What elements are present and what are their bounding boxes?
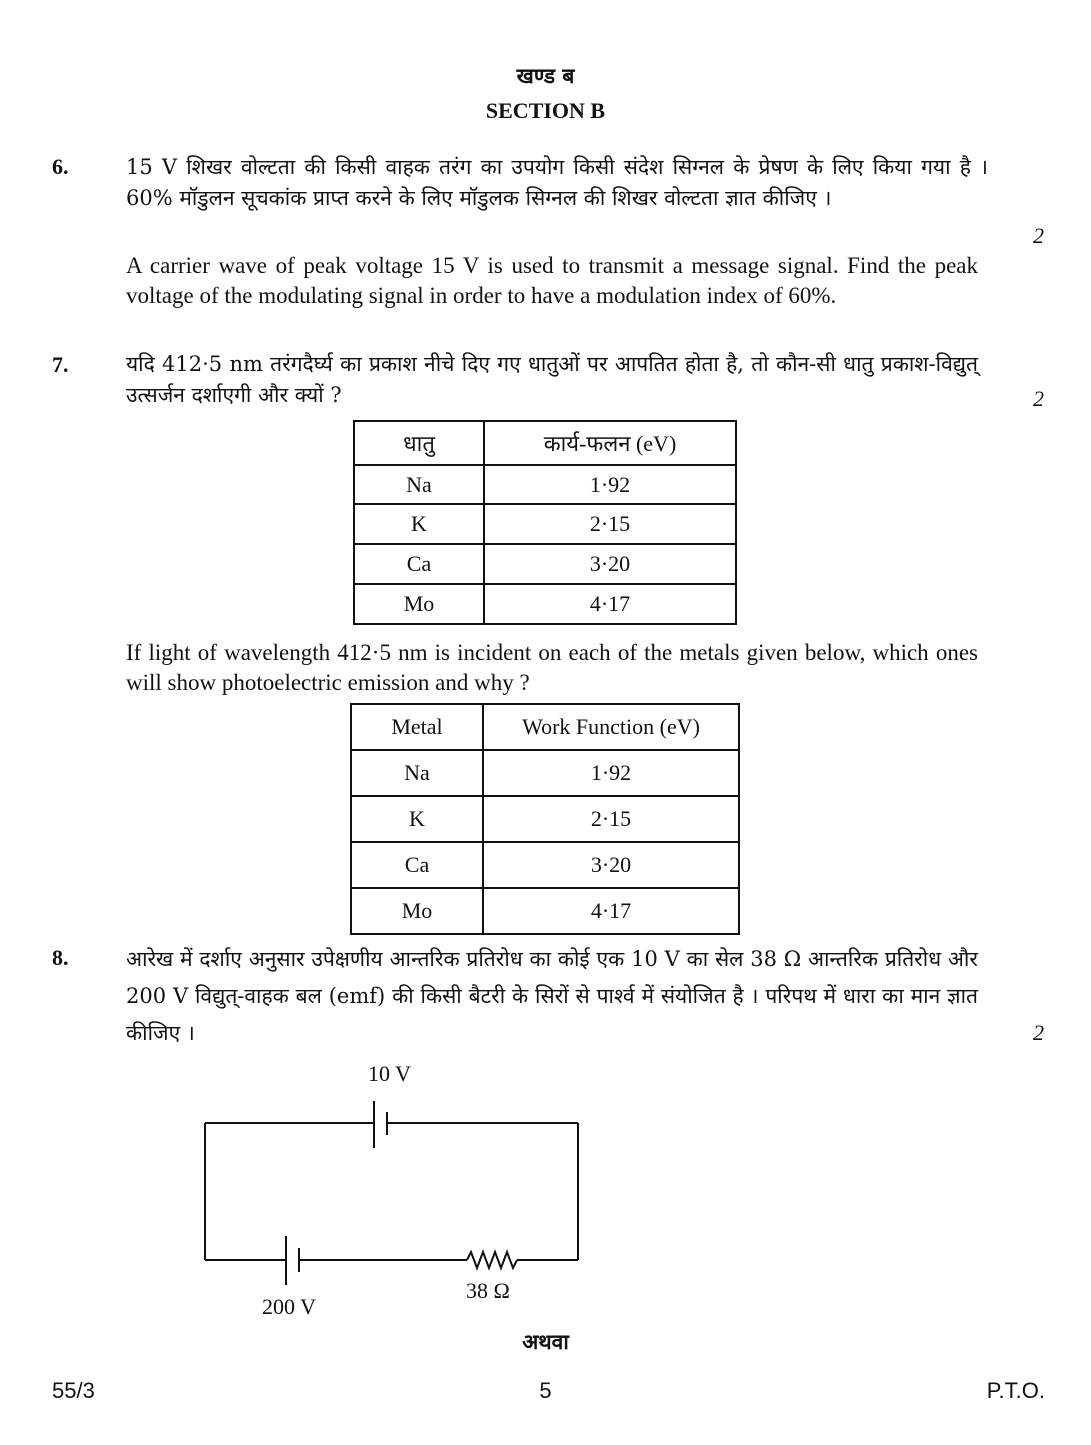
resistor — [467, 1252, 517, 1268]
section-title-english: SECTION B — [485, 98, 606, 123]
table-cell: Ca — [351, 842, 483, 888]
table-cell: K — [354, 504, 484, 544]
table-cell: 4·17 — [483, 888, 739, 934]
table-cell: 2·15 — [484, 504, 736, 544]
table-cell: 3·20 — [484, 544, 736, 584]
resistor-label: 38 Ω — [466, 1278, 510, 1303]
pto-label: P.T.O. — [986, 1378, 1045, 1403]
question-8-number: 8. — [52, 945, 69, 970]
question-7-number: 7. — [52, 352, 69, 377]
table-cell: 1·92 — [484, 465, 736, 504]
table-cell: K — [351, 796, 483, 842]
table-header-cell: Work Function (eV) — [483, 704, 739, 750]
table-cell: Mo — [351, 888, 483, 934]
page-number: 5 — [539, 1378, 552, 1403]
table-cell: Ca — [354, 544, 484, 584]
question-7-marks: 2 — [1033, 386, 1044, 411]
or-separator: अथवा — [522, 1329, 569, 1354]
question-7-english: If light of wavelength 412·5 nm is incident on each of the metals given below, which ones will show photoelectric emission and why ? — [126, 640, 978, 695]
question-6-number: 6. — [52, 154, 69, 179]
paper-code: 55/3 — [52, 1378, 95, 1403]
cell-label: 10 V — [368, 1061, 411, 1086]
question-7-hindi: यदि 412·5 nm तरंगदैर्घ्य का प्रकाश नीचे दिए गए धातुओं पर आपतित होता है, तो कौन-सी धातु प्रकाश-विद्युत् उत्सर्जन दर्शाएगी और क्यों ? — [126, 352, 978, 407]
question-8-hindi: आरेख में दर्शाए अनुसार उपेक्षणीय आन्तरिक प्रतिरोध का कोई एक 10 V का सेल 38 Ω आन्तरिक प्रतिरोध और 200 V विद्युत्-वाहक बल (emf) की किसी बैटरी के सिरों से पार्श्व में संयोजित है । परिपथ में धारा का मान ज्ञात कीजिए । — [126, 947, 978, 1045]
table-header-cell: Metal — [351, 704, 483, 750]
question-6-marks: 2 — [1033, 223, 1044, 248]
battery-label: 200 V — [262, 1294, 316, 1319]
table-cell: 1·92 — [483, 750, 739, 796]
table-header-cell: कार्य-फलन (eV) — [484, 421, 736, 465]
question-6-hindi: 15 V शिखर वोल्टता की किसी वाहक तरंग का उपयोग किसी संदेश सिग्नल के प्रेषण के लिए किया गया है । 60% मॉडुलन सूचकांक प्राप्त करने के लिए मॉडुलक सिग्नल की शिखर वोल्टता ज्ञात कीजिए । — [126, 155, 988, 210]
question-8-marks: 2 — [1033, 1020, 1044, 1045]
section-title-hindi: खण्ड ब — [516, 63, 575, 88]
table-cell: Mo — [354, 584, 484, 624]
table-cell: Na — [354, 465, 484, 504]
question-6-english: A carrier wave of peak voltage 15 V is used to transmit a message signal. Find the peak voltage of the modulating signal in order to have a modulation index of 60%. — [126, 253, 978, 308]
table-cell: Na — [351, 750, 483, 796]
table-header-cell: धातु — [354, 421, 484, 465]
table-cell: 4·17 — [484, 584, 736, 624]
table-cell: 2·15 — [483, 796, 739, 842]
table-cell: 3·20 — [483, 842, 739, 888]
